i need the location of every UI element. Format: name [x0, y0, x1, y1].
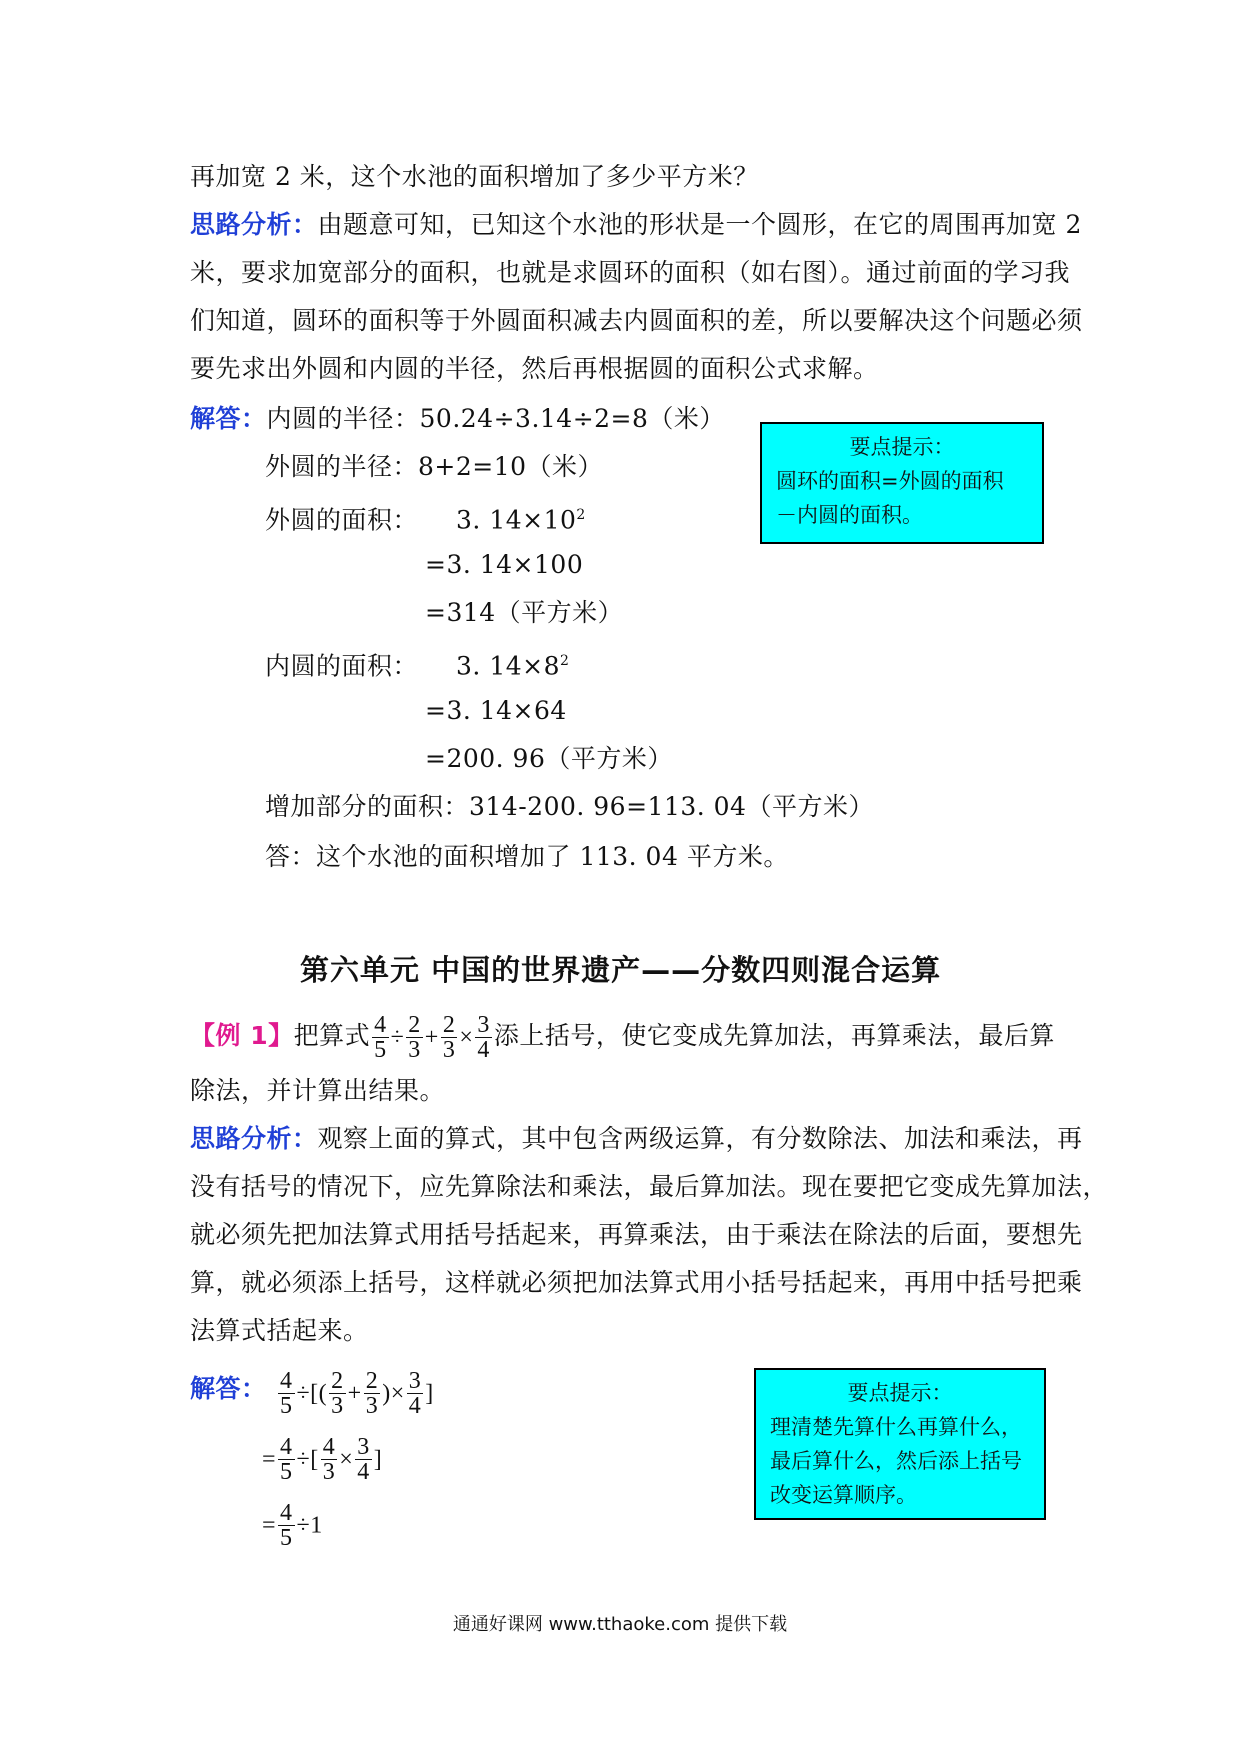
tip-box-2 [754, 1368, 1046, 1520]
outer-area-exponent: 2 [576, 507, 586, 523]
example-1-statement: 【例 1】把算式 $\frac{4}{5}$ ÷ $\frac{2}{3}$ + $\frac{2}{3}$ × $\frac{3}{4}$ 添上括号，使它变成先算加法，再算乘法，最后算 [190, 1012, 1055, 1063]
ex1-analysis-line-4: 算，就必须添上括号，这样就必须把加法算式用小括号括起来，再用中括号把乘 [190, 1268, 1083, 1297]
analysis-line-4: 要先求出外圆和内圆的半径，然后再根据圆的面积公式求解。 [190, 354, 879, 383]
analysis-text: 观察上面的算式，其中包含两级运算，有分数除法、加法和乘法，再 [317, 1124, 1083, 1153]
tip-title: 要点提示： [847, 1381, 953, 1405]
analysis-label: 思路分析： [190, 1124, 318, 1153]
fraction: $\frac{3}{4}$ [477, 1012, 490, 1063]
inner-area-step-2: =200. 96（平方米） [425, 744, 673, 773]
conclusion-line: 答：这个水池的面积增加了 113. 04 平方米。 [265, 842, 789, 871]
answer-line-inner-radius [190, 402, 725, 436]
section-title: 第六单元 中国的世界遗产——分数四则混合运算 [300, 953, 942, 987]
fraction: $\frac{2}{3}$ [408, 1012, 421, 1063]
ex1-analysis-line-1 [190, 1122, 1083, 1156]
tip-line: 理清楚先算什么再算什么， [770, 1415, 1022, 1439]
ex1-answer-label [190, 1372, 267, 1406]
outer-radius-text: 外圆的半径：8+2=10（米） [265, 452, 604, 481]
example-post-text: 添上括号，使它变成先算加法，再算乘法，最后算 [493, 1021, 1055, 1050]
tip-line: 改变运算顺序。 [770, 1483, 917, 1507]
outer-area-expr: 3. 14×10 [456, 505, 577, 535]
outer-area-line [265, 498, 586, 537]
analysis-label: 思路分析： [190, 210, 318, 239]
inner-area-line [265, 644, 569, 683]
fraction: $\frac{2}{3}$ [442, 1012, 456, 1063]
answer-label: 解答： [190, 404, 267, 433]
ex1-analysis-line-3: 就必须先把加法算式用括号括起来，再算乘法，由于乘法在除法的后面，要想先 [190, 1220, 1083, 1249]
outer-area-step-2: =314（平方米） [425, 598, 624, 627]
example-pre-text: 把算式 [293, 1021, 371, 1050]
inner-area-label: 内圆的面积： [265, 651, 419, 681]
fraction: $\frac{4}{5}$ [280, 1434, 293, 1485]
ex1-step-2: = $\frac{4}{5}$ ÷[ $\frac{4}{3}$ × $\frac{3}{4}$ ] [262, 1434, 383, 1485]
ex1-step-1: $\frac{4}{5}$ ÷[( $\frac{2}{3}$ + $\frac{2}{3}$ )× $\frac{3}{4}$ ] [280, 1368, 434, 1419]
analysis-text: 由题意可知，已知这个水池的形状是一个圆形，在它的周围再加宽 2 [317, 210, 1082, 239]
ex1-step-3: = $\frac{4}{5}$ ÷1 [262, 1500, 323, 1551]
fraction: $\frac{4}{5}$ [374, 1012, 387, 1063]
example-label: 【例 1】 [190, 1021, 294, 1050]
ex1-analysis-line-5: 法算式括起来。 [190, 1316, 369, 1345]
example-1-line-2: 除法，并计算出结果。 [190, 1076, 446, 1105]
page-footer: 通通好课网 www.tthaoke.com 提供下载 [452, 1614, 788, 1635]
analysis-line-1 [190, 208, 1082, 242]
inner-area-step-1: =3. 14×64 [425, 696, 567, 725]
tip-title: 要点提示： [849, 435, 955, 459]
answer-label: 解答： [190, 1374, 267, 1403]
inner-area-exponent: 2 [559, 653, 570, 669]
fraction: $\frac{2}{3}$ [331, 1368, 344, 1419]
analysis-line-2: 米，要求加宽部分的面积，也就是求圆环的面积（如右图）。通过前面的学习我 [190, 258, 1071, 287]
tip-box-1 [760, 422, 1044, 544]
ex1-analysis-line-2: 没有括号的情况下，应先算除法和乘法，最后算加法。现在要把它变成先算加法， [190, 1172, 1109, 1201]
fraction: $\frac{3}{4}$ [357, 1434, 370, 1485]
tip-line: 圆环的面积=外圆的面积 [776, 469, 1004, 493]
fraction: $\frac{4}{5}$ [280, 1500, 293, 1551]
tip-line: －内圆的面积。 [776, 503, 923, 527]
outer-area-label: 外圆的面积： [265, 505, 419, 535]
inner-radius-text: 内圆的半径：50.24÷3.14÷2=8（米） [266, 404, 725, 433]
increase-area-line: 增加部分的面积：314-200. 96=113. 04（平方米） [265, 792, 874, 821]
inner-area-expr: 3. 14×8 [456, 651, 560, 681]
fraction: $\frac{3}{4}$ [408, 1368, 422, 1419]
problem-text-line: 再加宽 2 米，这个水池的面积增加了多少平方米？ [190, 162, 759, 191]
outer-area-step-1: =3. 14×100 [425, 550, 584, 579]
analysis-line-3: 们知道，圆环的面积等于外圆面积减去内圆面积的差，所以要解决这个问题必须 [190, 306, 1083, 335]
fraction: $\frac{2}{3}$ [365, 1368, 379, 1419]
fraction: $\frac{4}{5}$ [280, 1368, 293, 1419]
fraction: $\frac{4}{3}$ [322, 1434, 336, 1485]
tip-line: 最后算什么，然后添上括号 [770, 1449, 1022, 1473]
